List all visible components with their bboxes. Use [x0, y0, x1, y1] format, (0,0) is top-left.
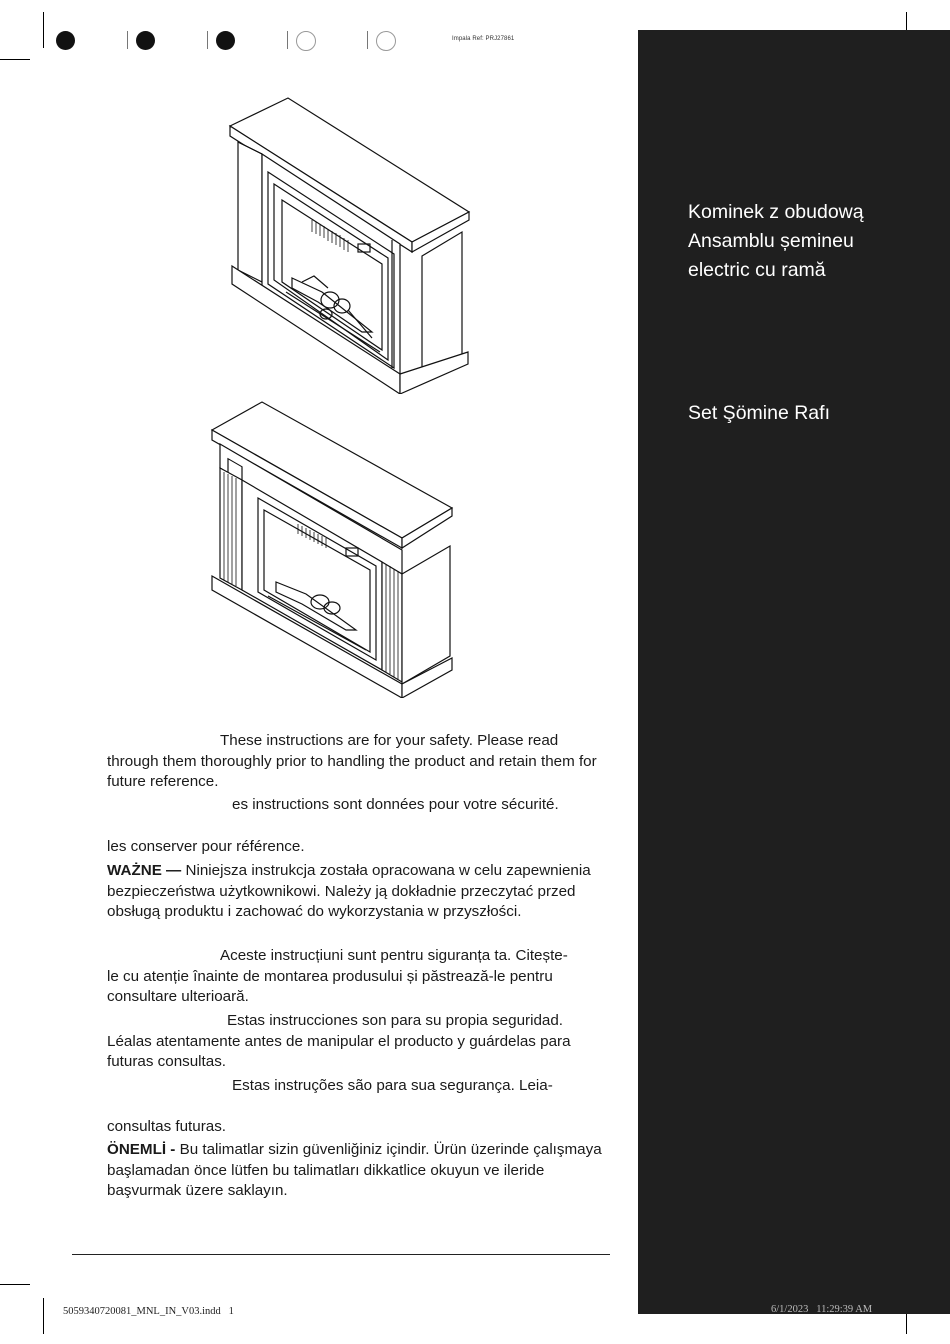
- fireplace-fluted-illustration: [206, 398, 456, 698]
- safety-paragraph-fr: [107, 795, 612, 816]
- safety-paragraph-es: [107, 1011, 612, 1073]
- registration-dot: [136, 31, 155, 50]
- registration-tick: [367, 31, 368, 49]
- safety-text-tr: Bu talimatlar sizin güvenliğiniz içindir. Ürün üzerinde çalışmaya başlamadan önce lütfen bu talimatları dikkatlice okuyun ve ileride başvurmak üzere saklayın.: [107, 1141, 602, 1200]
- registration-dot: [216, 31, 235, 50]
- crop-mark: [43, 1298, 44, 1334]
- safety-text-es-first: Estas instrucciones son para su propia seguridad.: [227, 1012, 564, 1029]
- warning-label-tr: ÖNEMLİ -: [107, 1141, 176, 1158]
- safety-paragraph-ro: [107, 946, 612, 1008]
- registration-ring: [296, 31, 316, 51]
- safety-text-ro-first: Aceste instrucțiuni sunt pentru siguranța ta. Citește-: [220, 947, 568, 964]
- registration-ring: [376, 31, 396, 51]
- crop-mark: [0, 1284, 30, 1285]
- reference-label: Impala Ref: PRJ27861: [452, 36, 515, 42]
- safety-paragraph-en: [107, 731, 612, 793]
- sidebar-title-line: electric cu ramă: [688, 259, 826, 281]
- sidebar-title-line: Ansamblu șemineu: [688, 230, 854, 252]
- footer-rule: [72, 1254, 610, 1255]
- sidebar-title-tr: Set Şömine Rafı: [688, 402, 830, 424]
- registration-tick: [127, 31, 128, 49]
- safety-text-es-rest: Léalas atentamente antes de manipular el producto y guárdelas para futuras consultas.: [107, 1032, 571, 1071]
- registration-tick: [287, 31, 288, 49]
- registration-tick: [207, 31, 208, 49]
- safety-paragraph-pt: [107, 1076, 612, 1097]
- crop-mark: [43, 12, 44, 48]
- sidebar-title: [688, 198, 864, 285]
- sidebar-title-line: Kominek z obudową: [688, 201, 864, 223]
- safety-text-en-rest: through them thoroughly prior to handling the product and retain them for future reference.: [107, 752, 597, 791]
- crop-mark: [0, 59, 30, 60]
- fireplace-plain-illustration: [222, 92, 474, 394]
- safety-paragraph-fr-end: les conserver pour référence.: [107, 838, 305, 855]
- safety-paragraph-pl: [107, 861, 612, 923]
- safety-paragraph-tr: [107, 1140, 612, 1202]
- safety-paragraph-pt-end: consultas futuras.: [107, 1118, 227, 1135]
- registration-dot: [56, 31, 75, 50]
- safety-text-pl: Niniejsza instrukcja została opracowana w celu zapewnienia bezpieczeństwa użytkownikowi. Należy ją dokładnie przeczytać przed obsługą produktu i zachować do wykorzystania w przyszłości.: [107, 862, 591, 921]
- file-slug: 5059340720081_MNL_IN_V03.indd 1: [63, 1306, 234, 1317]
- safety-text-ro-rest: le cu atenție înainte de montarea produsului și păstrează-le pentru consultare ulterioară.: [107, 967, 553, 1006]
- safety-text-fr-first: es instructions sont données pour votre sécurité.: [232, 796, 559, 813]
- safety-text-pt-first: Estas instruções são para sua segurança. Leia-: [232, 1077, 553, 1094]
- warning-label-pl: WAŻNE —: [107, 862, 182, 879]
- safety-text-en-first: These instructions are for your safety. Please read: [220, 732, 559, 749]
- print-timestamp: 6/1/2023 11:29:39 AM: [771, 1304, 873, 1315]
